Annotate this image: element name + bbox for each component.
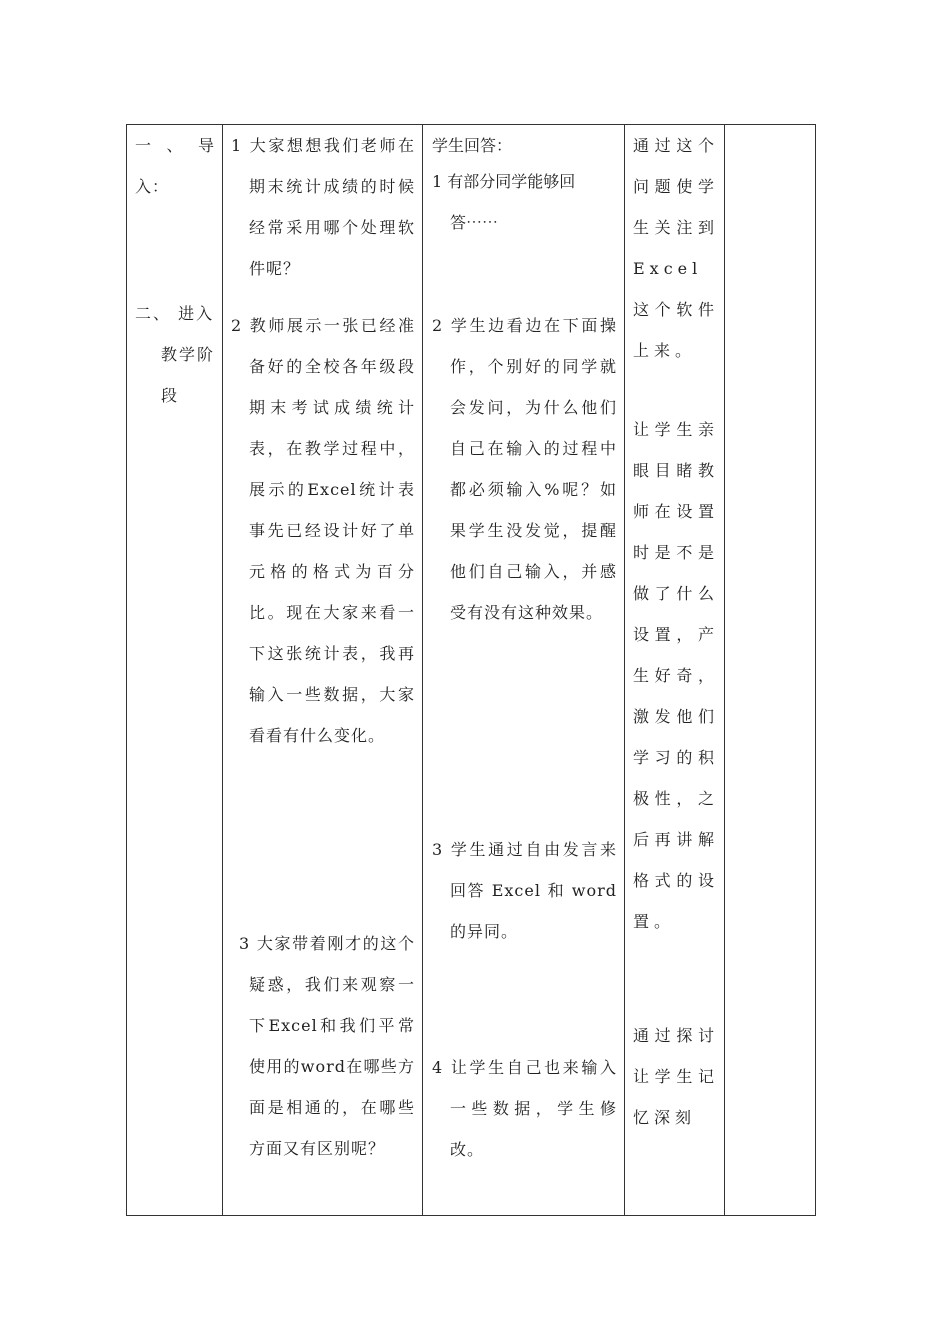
lesson-plan-table: [126, 124, 816, 1216]
teacher-activity-3: 3 大家带着刚才的这个疑惑，我们来观察一下Excel和我们平常使用的word在哪些方面是相通的，在哪些方面又有区别呢？: [239, 934, 415, 1158]
teacher-activity-1: 1 大家想想我们老师在期末统计成绩的时候经常采用哪个处理软件呢？: [231, 136, 415, 278]
column-divider: [624, 125, 625, 1215]
design-note-2: 让学生亲眼目睹教师在设置时是不是做了什么设置，产生好奇，激发他们学习的积极性，之后再讲解格式的设置。: [633, 420, 719, 931]
design-note-3: 通过探讨让学生记忆深刻: [633, 1026, 719, 1127]
stage-teaching: 二、 进入教学阶段: [135, 304, 216, 405]
column-divider: [724, 125, 725, 1215]
student-activity-3: 3 学生通过自由发言来回答 Excel 和 word 的异同。: [432, 840, 617, 941]
column-divider: [222, 125, 223, 1215]
design-note-1: 通过这个问题使学生关注到 Excel 这个软件上来。: [633, 136, 719, 360]
stage-intro: 一 、 导入：: [135, 136, 215, 196]
column-divider: [422, 125, 423, 1215]
teacher-activity-2: 2 教师展示一张已经准备好的全校各年级段期末考试成绩统计表，在教学过程中，展示的Excel统计表事先已经设计好了单元格的格式为百分比。现在大家来看一下这张统计表，我再输入一些数据，大家看看有什么变化。: [231, 316, 415, 745]
student-activity-4: 4 让学生自己也来输入一些数据，学生修改。: [432, 1058, 617, 1159]
student-activity-2: 2 学生边看边在下面操作，个别好的同学就会发问，为什么他们自己在输入的过程中都必须输入%呢？如果学生没发觉，提醒他们自己输入，并感受有没有这种效果。: [432, 316, 617, 622]
student-activity-heading: 学生回答：: [432, 136, 513, 155]
student-activity-1: 1 有部分同学能够回答⋯⋯: [432, 172, 576, 232]
